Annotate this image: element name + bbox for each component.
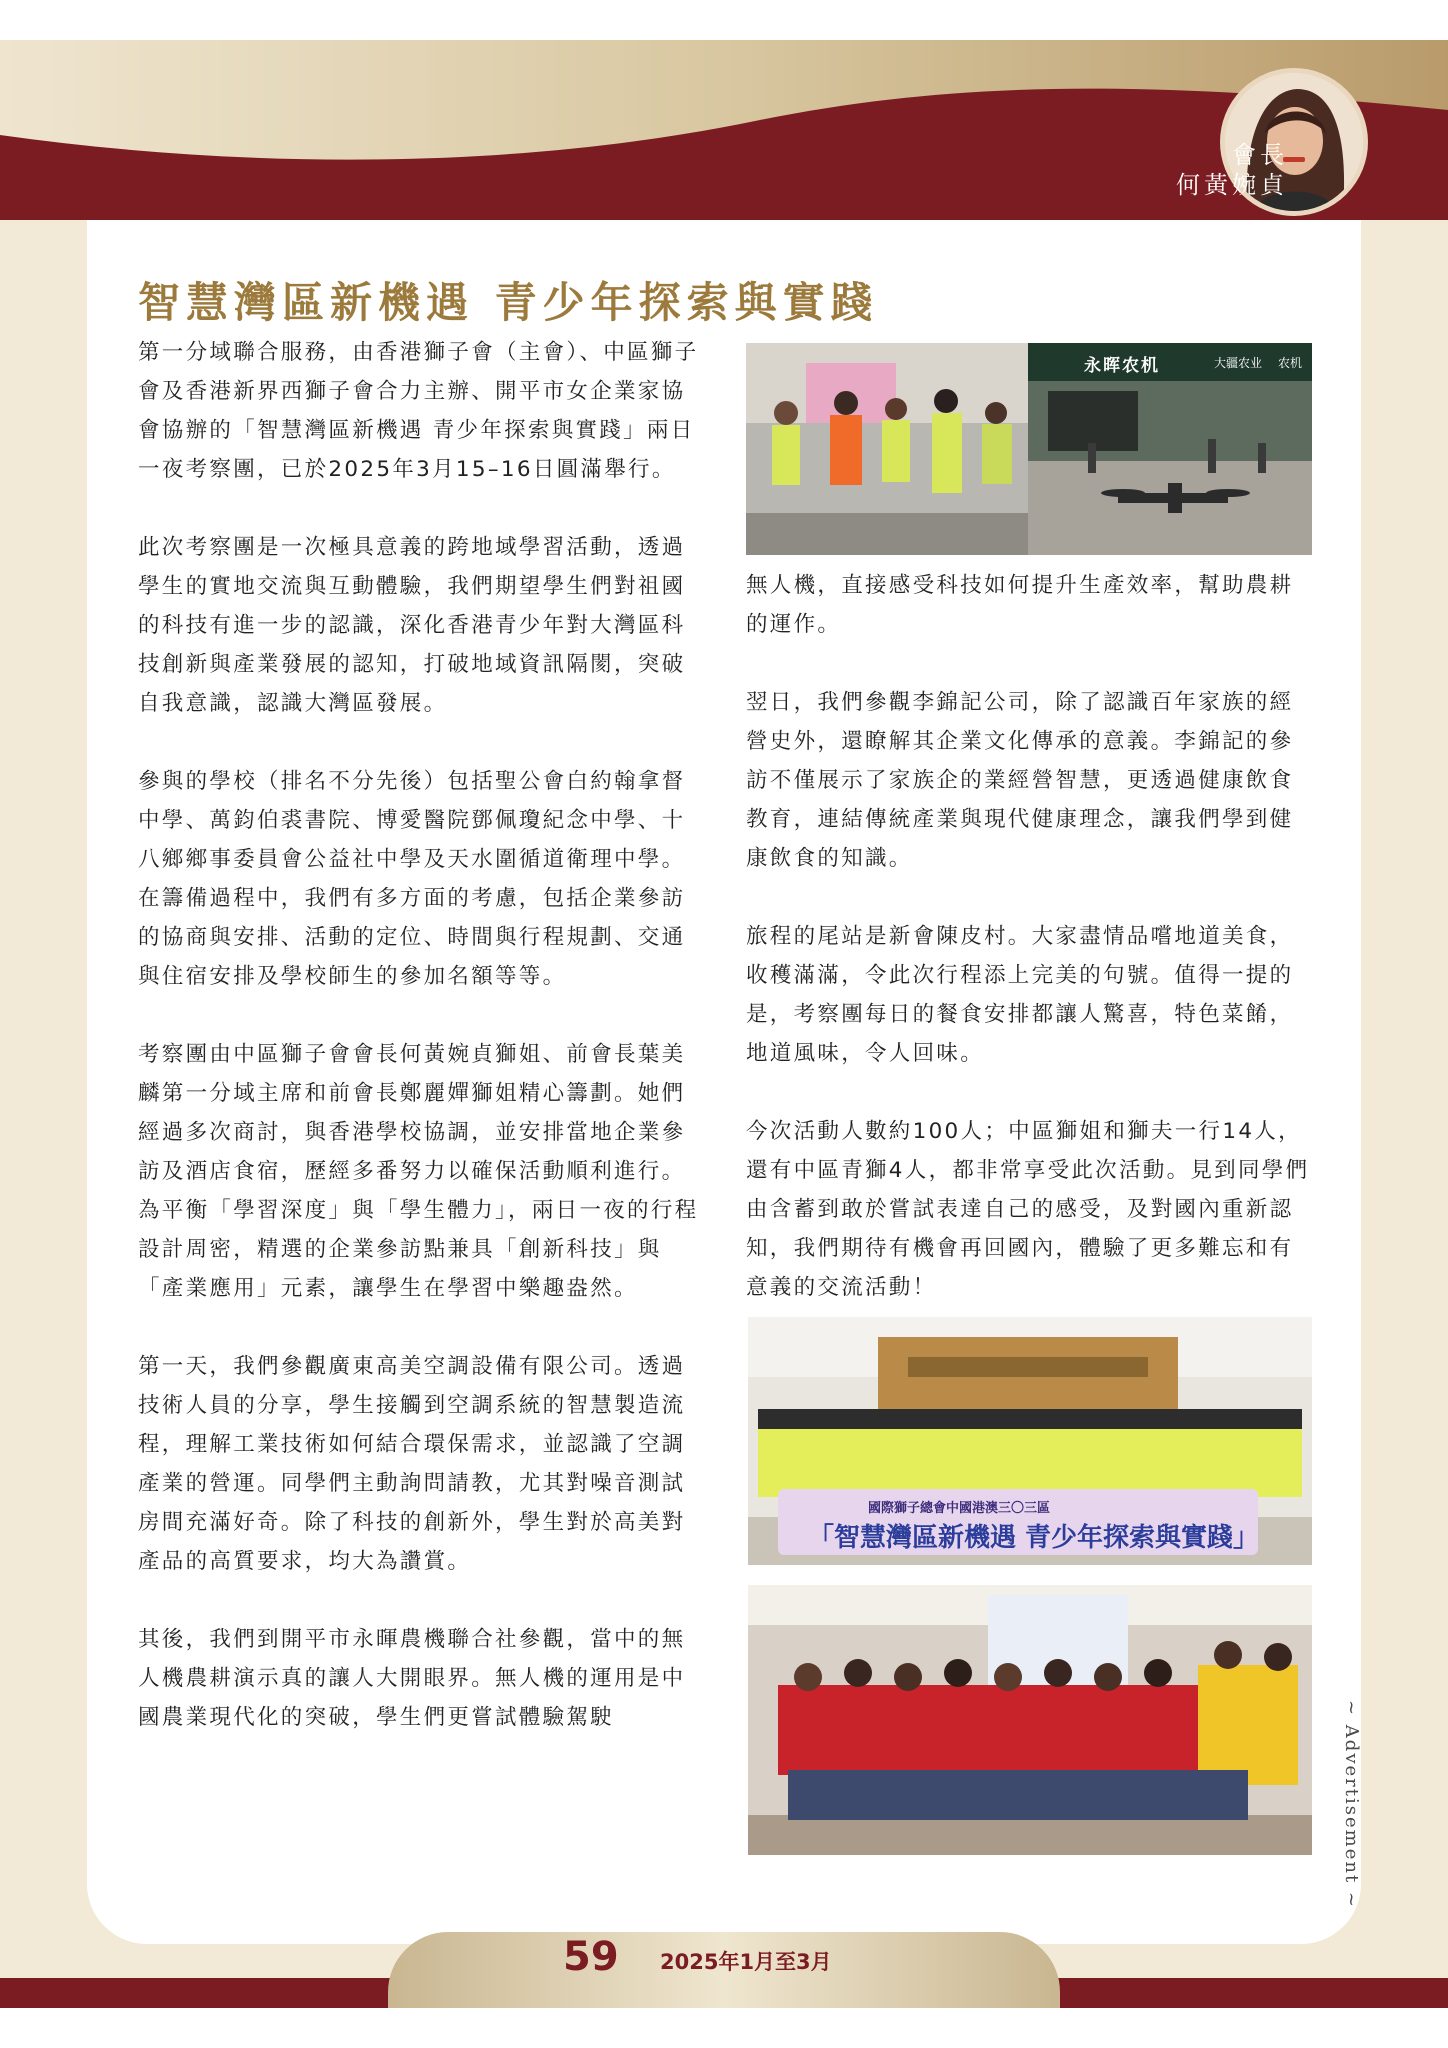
paragraph: 參與的學校（排名不分先後）包括聖公會白約翰拿督中學、萬鈞伯裘書院、博愛醫院鄧佩瓊紀念中學、十八鄉鄉事委員會公益社中學及天水圍循道衛理中學。在籌備過程中，我們有多方面的考慮，包括企業參訪的協商與安排、活動的定位、時間與行程規劃、交通與住宿安排及學校師生的參加名額等等。	[138, 769, 686, 989]
president-name: 何黃婉貞	[1176, 171, 1288, 199]
paragraph: 第一分域聯合服務，由香港獅子會（主會）、中區獅子會及香港新界西獅子會合力主辦、開平市女企業家協會協辦的「智慧灣區新機遇 青少年探索與實踐」兩日一夜考察團，已於2025年3月15–16日圓滿舉行。	[138, 340, 699, 482]
photo-group-red-shirts	[748, 1585, 1312, 1855]
paragraph: 今次活動人數約100人；中區獅姐和獅夫一行14人，還有中區青獅4人，都非常享受此次活動。見到同學們由含蓄到敢於嘗試表達自己的感受，及對國內重新認知，我們期待有機會再回國內，體驗了更多難忘和有意義的交流活動！	[746, 1119, 1310, 1300]
farm-sign-text: 永晖农机	[1084, 356, 1160, 376]
dji-sign-text: 大疆农业	[1214, 356, 1263, 370]
banner-main-text: 「智慧灣區新機遇 青少年探索與實踐」	[808, 1523, 1260, 1553]
paragraph: 第一天，我們參觀廣東高美空調設備有限公司。透過技術人員的分享，學生接觸到空調系統的智慧製造流程，理解工業技術如何結合環保需求，並認識了空調產業的營運。同學們主動詢問請教，尤其對噪音測試房間充滿好奇。除了科技的創新外，學生對於高美對產品的高質要求，均大為讚賞。	[138, 1354, 686, 1574]
article-headline: 智慧灣區新機遇 青少年探索與實踐	[138, 278, 879, 327]
paragraph: 無人機，直接感受科技如何提升生產效率，幫助農耕的運作。	[746, 573, 1294, 637]
paragraph: 翌日，我們參觀李錦記公司，除了認識百年家族的經營史外，還瞭解其企業文化傳承的意義。李錦記的參訪不僅展示了家族企的業經營智慧，更透過健康飲食教育，連結傳統產業與現代健康理念，讓我們學到健康飲食的知識。	[746, 690, 1294, 871]
president-title-block	[1176, 140, 1288, 200]
page-number: 59	[563, 1934, 619, 1980]
paragraph: 旅程的尾站是新會陳皮村。大家盡情品嚐地道美食，收穫滿滿，令此次行程添上完美的句號。值得一提的是，考察團每日的餐食安排都讓人驚喜，特色菜餚，地道風味，令人回味。	[746, 924, 1294, 1066]
president-role: 會長	[1232, 141, 1288, 169]
paragraph: 此次考察團是一次極具意義的跨地域學習活動，透過學生的實地交流與互動體驗，我們期望學生們對祖國的科技有進一步的認識，深化香港青少年對大灣區科技創新與產業發展的認知，打破地域資訊隔閡，突破自我意識，認識大灣區發展。	[138, 535, 686, 716]
paragraph: 其後，我們到開平市永暉農機聯合社參觀，當中的無人機農耕演示真的讓人大開眼界。無人機的運用是中國農業現代化的突破，學生們更嘗試體驗駕駛	[138, 1627, 686, 1730]
right-column	[746, 566, 1314, 1346]
advertisement-side-label: ~ Advertisement ~	[1341, 1700, 1362, 1909]
photo-group-banner	[748, 1317, 1312, 1565]
farm-sign-tail-text: 农机	[1278, 356, 1303, 370]
photo-students-visit	[746, 343, 1028, 555]
paragraph: 考察團由中區獅子會會長何黃婉貞獅姐、前會長葉美麟第一分域主席和前會長鄭麗嬋獅姐精心籌劃。她們經過多次商討，與香港學校協調，並安排當地企業參訪及酒店食宿，歷經多番努力以確保活動順利進行。為平衡「學習深度」與「學生體力」，兩日一夜的行程設計周密，精選的企業參訪點兼具「創新科技」與「產業應用」元素，讓學生在學習中樂趣盎然。	[138, 1042, 699, 1301]
banner-top-text: 國際獅子總會中國港澳三〇三區	[868, 1501, 1051, 1516]
left-column	[138, 333, 706, 1776]
issue-date: 2025年1月至3月	[660, 1950, 832, 1974]
photo-drone-farm	[1028, 343, 1312, 555]
